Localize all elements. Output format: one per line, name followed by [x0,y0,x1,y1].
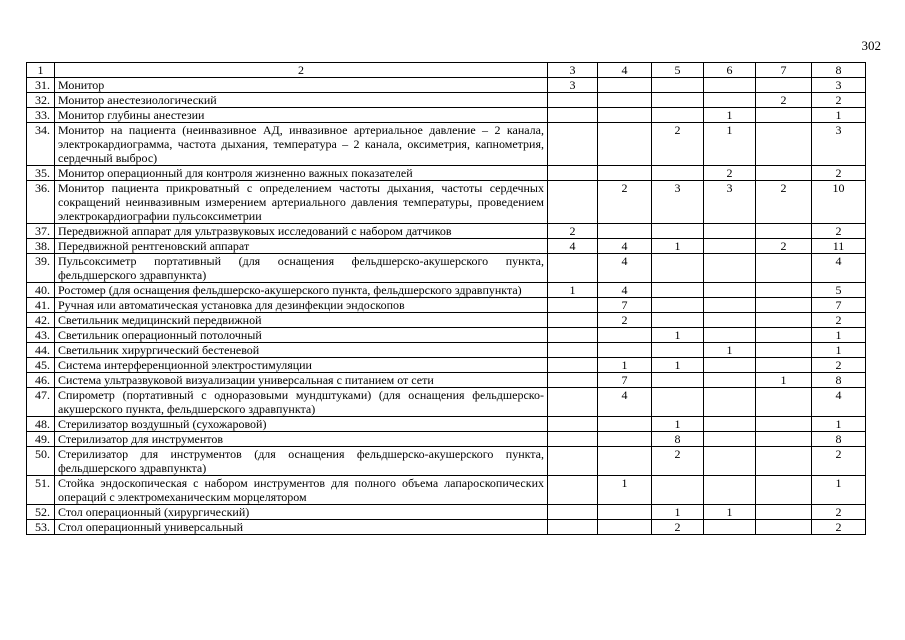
row-number-cell: 49. [27,432,55,447]
col-4-cell [598,432,652,447]
row-number-cell: 53. [27,520,55,535]
col-6-cell [704,313,756,328]
col-5-cell [652,78,704,93]
col-4-cell [598,417,652,432]
col-7-cell: 2 [756,239,812,254]
total-cell: 5 [812,283,866,298]
col-7-cell [756,343,812,358]
equipment-name-cell: Стерилизатор для инструментов (для оснащения фельдшерско-акушерского пункта, фельдшерского здравпункта) [55,447,548,476]
col-4-cell [598,166,652,181]
col-7-cell [756,432,812,447]
total-cell: 2 [812,505,866,520]
table-row [27,93,866,108]
col-3-cell [548,254,598,283]
col-4-cell: 1 [598,358,652,373]
total-cell: 1 [812,343,866,358]
col-4-cell [598,108,652,123]
table-row [27,520,866,535]
col-3-cell [548,373,598,388]
row-number-cell: 52. [27,505,55,520]
table-row [27,78,866,93]
col-5-cell [652,476,704,505]
table-row [27,373,866,388]
row-number-cell: 38. [27,239,55,254]
col-5-cell [652,298,704,313]
equipment-name-cell: Стойка эндоскопическая с набором инструментов для полного объема лапароскопических операций с электромеханическим морцелятором [55,476,548,505]
total-cell: 3 [812,78,866,93]
total-cell: 10 [812,181,866,224]
equipment-name-cell: Передвижной аппарат для ультразвуковых исследований с набором датчиков [55,224,548,239]
col-3-cell [548,166,598,181]
col-3-cell [548,476,598,505]
table-row [27,181,866,224]
col-3-cell [548,417,598,432]
equipment-name-cell: Монитор операционный для контроля жизненно важных показателей [55,166,548,181]
col-5-cell [652,93,704,108]
equipment-name-cell: Стерилизатор для инструментов [55,432,548,447]
col-7-cell: 2 [756,93,812,108]
row-number-cell: 46. [27,373,55,388]
col-6-cell [704,520,756,535]
col-7-cell [756,505,812,520]
equipment-name-cell: Ручная или автоматическая установка для дезинфекции эндоскопов [55,298,548,313]
table-row [27,123,866,166]
row-number-cell: 31. [27,78,55,93]
col-4-cell: 7 [598,298,652,313]
col-5-cell [652,313,704,328]
table-row [27,417,866,432]
table-row [27,254,866,283]
col-3-cell [548,298,598,313]
col-5-cell: 1 [652,239,704,254]
total-cell: 2 [812,224,866,239]
col-6-cell: 3 [704,181,756,224]
col-3-cell [548,388,598,417]
col-5-cell: 1 [652,328,704,343]
equipment-name-cell: Монитор глубины анестезии [55,108,548,123]
col-7-cell [756,358,812,373]
row-number-cell: 34. [27,123,55,166]
equipment-name-cell: Ростомер (для оснащения фельдшерско-акушерского пункта, фельдшерского здравпункта) [55,283,548,298]
header-cell: 2 [55,63,548,78]
equipment-name-cell: Система интерференционной электростимуляции [55,358,548,373]
col-4-cell [598,505,652,520]
col-6-cell: 2 [704,166,756,181]
table-row [27,283,866,298]
table-row [27,166,866,181]
col-5-cell [652,373,704,388]
equipment-name-cell: Стол операционный универсальный [55,520,548,535]
col-6-cell [704,298,756,313]
table-row [27,388,866,417]
total-cell: 1 [812,476,866,505]
col-7-cell [756,476,812,505]
col-5-cell [652,343,704,358]
equipment-name-cell: Передвижной рентгеновский аппарат [55,239,548,254]
col-3-cell [548,432,598,447]
col-6-cell: 1 [704,108,756,123]
col-4-cell: 4 [598,239,652,254]
col-7-cell [756,417,812,432]
col-4-cell [598,343,652,358]
col-3-cell [548,181,598,224]
equipment-name-cell: Спирометр (портативный с одноразовыми мундштуками) (для оснащения фельдшерско-акушерского пункта, фельдшерского здравпункта) [55,388,548,417]
row-number-cell: 43. [27,328,55,343]
col-7-cell [756,298,812,313]
col-4-cell [598,447,652,476]
col-7-cell [756,108,812,123]
row-number-cell: 48. [27,417,55,432]
col-7-cell [756,388,812,417]
total-cell: 2 [812,520,866,535]
col-5-cell: 1 [652,505,704,520]
row-number-cell: 37. [27,224,55,239]
total-cell: 2 [812,447,866,476]
equipment-name-cell: Светильник операционный потолочный [55,328,548,343]
col-6-cell [704,254,756,283]
table-row [27,298,866,313]
table-row [27,224,866,239]
col-5-cell [652,108,704,123]
total-cell: 2 [812,358,866,373]
equipment-name-cell: Светильник медицинский передвижной [55,313,548,328]
col-4-cell [598,93,652,108]
col-5-cell: 1 [652,358,704,373]
col-7-cell: 1 [756,373,812,388]
col-3-cell [548,343,598,358]
total-cell: 2 [812,166,866,181]
total-cell: 4 [812,388,866,417]
total-cell: 1 [812,108,866,123]
col-5-cell: 2 [652,520,704,535]
table-header-row [27,63,866,78]
table-row [27,505,866,520]
equipment-name-cell: Монитор пациента прикроватный с определением частоты дыхания, частоты сердечных сокращений неинвазивным измерением артериального давления температуры, проведением электрокардиографии пульсоксиметрии [55,181,548,224]
col-3-cell: 3 [548,78,598,93]
table-row [27,476,866,505]
col-3-cell: 4 [548,239,598,254]
col-7-cell [756,254,812,283]
col-3-cell [548,520,598,535]
row-number-cell: 44. [27,343,55,358]
col-5-cell: 2 [652,123,704,166]
row-number-cell: 39. [27,254,55,283]
col-6-cell [704,328,756,343]
col-6-cell: 1 [704,505,756,520]
col-7-cell: 2 [756,181,812,224]
equipment-name-cell: Стол операционный (хирургический) [55,505,548,520]
header-cell: 7 [756,63,812,78]
col-6-cell: 1 [704,343,756,358]
col-4-cell [598,78,652,93]
table-row [27,432,866,447]
row-number-cell: 41. [27,298,55,313]
header-cell: 8 [812,63,866,78]
col-7-cell [756,328,812,343]
table-row [27,358,866,373]
col-6-cell [704,388,756,417]
col-4-cell: 2 [598,313,652,328]
col-6-cell [704,358,756,373]
total-cell: 7 [812,298,866,313]
col-7-cell [756,123,812,166]
col-5-cell [652,224,704,239]
header-cell: 5 [652,63,704,78]
col-6-cell [704,78,756,93]
col-6-cell [704,239,756,254]
table-row [27,447,866,476]
col-3-cell [548,123,598,166]
row-number-cell: 47. [27,388,55,417]
col-3-cell [548,358,598,373]
total-cell: 2 [812,93,866,108]
col-6-cell [704,93,756,108]
row-number-cell: 42. [27,313,55,328]
col-6-cell [704,432,756,447]
col-3-cell [548,93,598,108]
col-4-cell [598,123,652,166]
row-number-cell: 36. [27,181,55,224]
col-3-cell [548,313,598,328]
col-6-cell [704,224,756,239]
header-cell: 3 [548,63,598,78]
col-4-cell: 2 [598,181,652,224]
row-number-cell: 51. [27,476,55,505]
row-number-cell: 40. [27,283,55,298]
table-row [27,239,866,254]
col-3-cell [548,447,598,476]
col-7-cell [756,166,812,181]
col-6-cell: 1 [704,123,756,166]
total-cell: 3 [812,123,866,166]
col-7-cell [756,283,812,298]
row-number-cell: 32. [27,93,55,108]
header-cell: 6 [704,63,756,78]
col-3-cell [548,328,598,343]
col-5-cell [652,283,704,298]
col-6-cell [704,283,756,298]
header-cell: 4 [598,63,652,78]
col-4-cell [598,520,652,535]
table-row [27,313,866,328]
col-5-cell [652,166,704,181]
equipment-name-cell: Стерилизатор воздушный (сухожаровой) [55,417,548,432]
col-7-cell [756,520,812,535]
col-4-cell: 4 [598,254,652,283]
equipment-table [26,62,866,535]
col-7-cell [756,78,812,93]
col-5-cell: 8 [652,432,704,447]
page-number: 302 [861,38,881,53]
total-cell: 11 [812,239,866,254]
col-7-cell [756,447,812,476]
col-7-cell [756,313,812,328]
col-5-cell: 3 [652,181,704,224]
table-row [27,328,866,343]
row-number-cell: 35. [27,166,55,181]
col-5-cell [652,388,704,417]
table-row [27,343,866,358]
col-7-cell [756,224,812,239]
col-3-cell: 2 [548,224,598,239]
total-cell: 2 [812,313,866,328]
total-cell: 1 [812,328,866,343]
row-number-cell: 33. [27,108,55,123]
total-cell: 4 [812,254,866,283]
col-3-cell: 1 [548,283,598,298]
col-6-cell [704,476,756,505]
equipment-name-cell: Пульсоксиметр портативный (для оснащения фельдшерско-акушерского пункта, фельдшерского здравпункта) [55,254,548,283]
total-cell: 8 [812,373,866,388]
col-5-cell [652,254,704,283]
col-6-cell [704,417,756,432]
equipment-name-cell: Светильник хирургический бестеневой [55,343,548,358]
equipment-name-cell: Система ультразвуковой визуализации универсальная с питанием от сети [55,373,548,388]
equipment-name-cell: Монитор анестезиологический [55,93,548,108]
col-3-cell [548,108,598,123]
col-4-cell [598,328,652,343]
equipment-name-cell: Монитор на пациента (неинвазивное АД, инвазивное артериальное давление – 2 канала, электрокардиограмма, частота дыхания, температура – 2 канала, оксиметрия, капнометрия, сердечный выброс) [55,123,548,166]
col-6-cell [704,447,756,476]
header-cell: 1 [27,63,55,78]
col-4-cell: 4 [598,283,652,298]
equipment-name-cell: Монитор [55,78,548,93]
col-5-cell: 2 [652,447,704,476]
col-5-cell: 1 [652,417,704,432]
row-number-cell: 50. [27,447,55,476]
col-4-cell: 7 [598,373,652,388]
table-row [27,108,866,123]
row-number-cell: 45. [27,358,55,373]
col-3-cell [548,505,598,520]
total-cell: 1 [812,417,866,432]
col-6-cell [704,373,756,388]
col-4-cell: 1 [598,476,652,505]
col-4-cell: 4 [598,388,652,417]
total-cell: 8 [812,432,866,447]
col-4-cell [598,224,652,239]
